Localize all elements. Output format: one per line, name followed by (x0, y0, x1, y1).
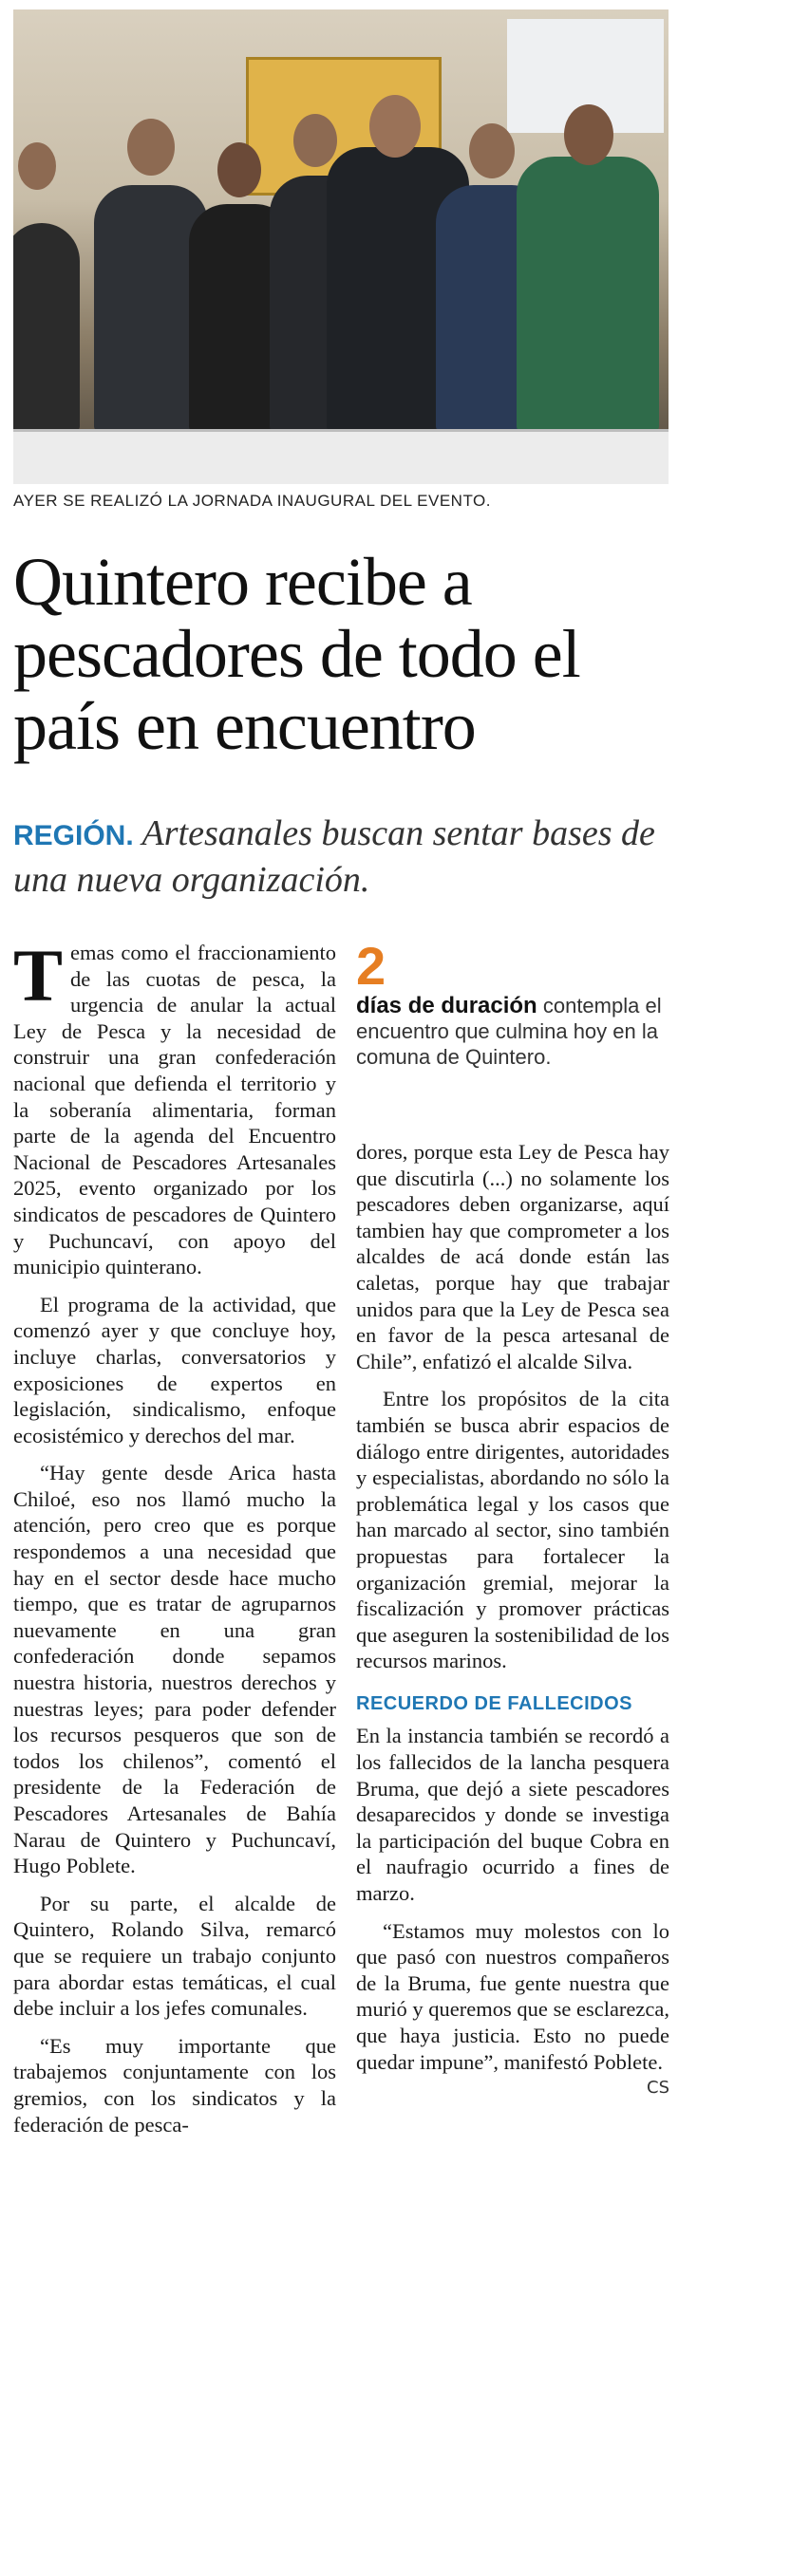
photo-person-head (564, 104, 613, 165)
drop-cap: T (13, 934, 64, 1017)
fact-bold: días de duración (356, 993, 537, 1018)
photo-person-head (369, 95, 421, 158)
paragraph: El programa de la actividad, que comenzó ayer y que concluye hoy, incluye charlas, conversatorios y exposiciones de expertos en legislación, sindicalismo, enfoque ecosistémico y derechos del mar. (13, 1292, 336, 1447)
news-photo (13, 9, 669, 484)
section-heading: RECUERDO DE FALLECIDOS (356, 1692, 633, 1714)
section-tag: REGIÓN. (13, 820, 134, 851)
headline: Quintero recibe a pescadores de todo el país en encuentro (13, 544, 580, 764)
paragraph-text: “Estamos muy molestos con lo que pasó con nuestros compañeros de la Bruma, fue gente nuestra que murió y queremos que se esclarezca, que haya justicia. Esto no puede quedar impune”, manifestó Poblete. (356, 1918, 669, 2074)
photo-person (517, 157, 659, 432)
photo-caption: AYER SE REALIZÓ LA JORNADA INAUGURAL DEL EVENTO. (13, 492, 491, 510)
end-mark: CS (647, 2078, 669, 2099)
photo-person-head (18, 142, 56, 190)
paragraph: “Hay gente desde Arica hasta Chiloé, eso nos llamó mucho la atención, pero creo que es porque respondemos a una necesidad que hay en el sector desde hace mucho tiempo, que es tratar de agruparnos nuevamente en una gran confederación donde sepamos nuestra historia, nuestros derechos y nuestras leyes; para poder defender los recursos pesqueros que son de todos los chilenos”, comentó el presidente de la Federación de Pescadores Artesanales de Bahía Narau de Quintero y Puchuncaví, Hugo Poblete. (13, 1461, 336, 1878)
photo-person-head (217, 142, 261, 197)
subheadline (13, 812, 678, 902)
paragraph: En la instancia también se recordó a los fallecidos de la lancha pesquera Bruma, que dejó a siete pescadores desaparecidos y donde se investiga la participación del buque Cobra en el naufragio ocurrido a fines de marzo. (356, 1724, 669, 1906)
paragraph: Por su parte, el alcalde de Quintero, Rolando Silva, remarcó que se requiere un trabajo conjunto para abordar estas temáticas, el cual debe incluir a los jefes comunales. (13, 1891, 336, 2021)
paragraph: Entre los propósitos de la cita también se busca abrir espacios de diálogo entre dirigentes, autoridades y especialistas, abordando no sólo la problemática legal y los casos que han marcado al sector, sino también propuestas para fortalecer la organización gremial, mejorar la fiscalización y promover prácticas que aseguren la sostenibilidad de los recursos marinos. (356, 1387, 669, 1673)
paragraph: “Es muy importante que trabajemos conjuntamente con los gremios, con los sindicatos y la federación de pesca- (13, 2033, 336, 2137)
fact-rest: contempla el encuentro que culmina hoy en la comuna de Quintero. (356, 994, 662, 1069)
paragraph (356, 1918, 669, 2099)
article-column-1 (13, 934, 336, 2149)
paragraph: emas como el fraccionamiento de las cuotas de pesca, la urgencia de anular la actual Ley de Pesca y la necesidad de construir una gran confederación nacional que defienda el territorio y la soberanía alimentaria, forman parte de la agenda del Encuentro Nacional de Pescadores Artesanales 2025, evento organizado por los sindicatos de pescadores de Quintero y Puchuncaví, con apoyo del municipio quinterano. (13, 941, 336, 1279)
photo-person-head (469, 123, 515, 178)
fact-box (356, 936, 669, 1070)
fact-text (356, 993, 669, 1070)
photo-table (13, 429, 669, 484)
subheadline-text: Artesanales buscan sentar bases de una nueva organización. (13, 813, 655, 900)
article-column-2 (356, 1139, 669, 2101)
fact-number: 2 (356, 936, 386, 996)
photo-person-head (293, 114, 337, 167)
photo-person (13, 223, 80, 432)
photo-person-head (127, 119, 175, 176)
paragraph: dores, porque esta Ley de Pesca hay que discutirla (...) no solamente los pescadores deben organizarse, aquí tambien hay que comprometer a los alcaldes de acá donde están las caletas, porque hay que trabajar unidos para que la Ley de Pesca sea en favor de la pesca artesanal de Chile”, enfatizó el alcalde Silva. (356, 1140, 669, 1373)
